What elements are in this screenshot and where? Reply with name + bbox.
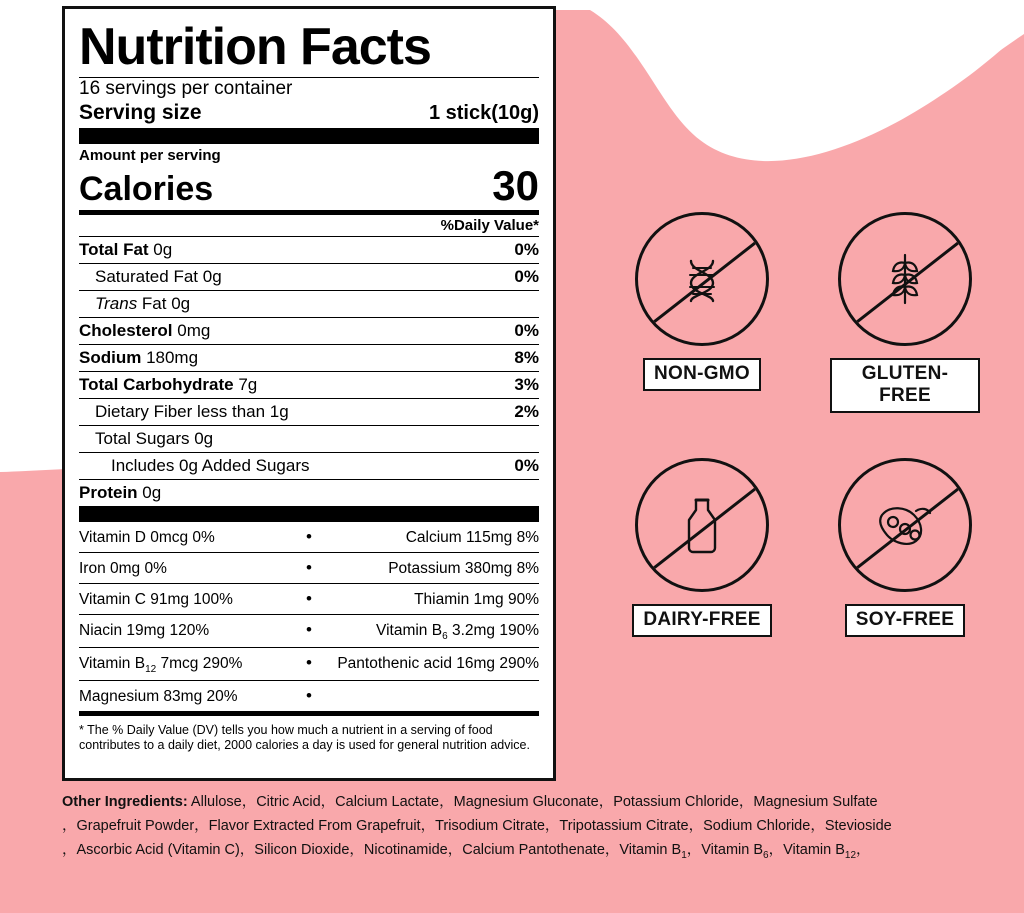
nutrient-daily-value: 0%: [514, 456, 539, 475]
nutrient-name: Saturated Fat 0g: [95, 267, 222, 286]
nutrient-daily-value: 0%: [514, 267, 539, 286]
ingredients-text-3a: ，Ascorbic Acid (Vitamin C)，Silicon Dioxide，Nicotinamide，Calcium Pantothenate，Vitamin B: [62, 842, 682, 858]
nutrient-name: Cholesterol 0mg: [79, 321, 211, 340]
amount-per-serving-label: Amount per serving: [79, 147, 221, 164]
milk-bottle-icon: [638, 461, 766, 589]
badge-dairy-free: [627, 458, 777, 637]
nutrient-row: [79, 398, 539, 425]
daily-value-header: %Daily Value*: [440, 217, 539, 234]
ingredients-line-1: [62, 790, 972, 814]
nutrient-rows: [79, 236, 539, 506]
nutrient-name: Protein 0g: [79, 483, 162, 502]
nutrient-row: [79, 290, 539, 317]
bullet-separator: •: [306, 589, 312, 608]
nutrient-row: [79, 263, 539, 290]
badge-label: DAIRY-FREE: [632, 604, 771, 637]
serving-size-label: Serving size: [79, 101, 202, 124]
vitamin-row: [79, 680, 539, 711]
vitamin-row: [79, 614, 539, 647]
servings-per-container: 16 servings per container: [79, 78, 293, 99]
serving-size-row: [79, 101, 539, 128]
dna-icon: [638, 215, 766, 343]
nutrient-daily-value: 8%: [514, 348, 539, 367]
ingredients-line-2: ，Grapefruit Powder，Flavor Extracted From Grapefruit，Trisodium Citrate，Tripotassium Citrate，Sodium Chloride，Stevioside: [62, 818, 892, 834]
sub-12: 12: [844, 849, 857, 861]
nutrient-row: [79, 479, 539, 506]
vitamin-right: Thiamin 1mg 90%: [414, 591, 539, 608]
vitamin-left: Vitamin $B_{12}$ 7mcg 290%: [79, 655, 243, 676]
soybean-icon: [841, 461, 969, 589]
other-ingredients: [62, 790, 972, 868]
badge-label: GLUTEN-FREE: [830, 358, 980, 413]
badge-circle: [635, 212, 769, 346]
badge-label: SOY-FREE: [845, 604, 965, 637]
vitamin-row: [79, 522, 539, 552]
nutrient-name: Total Carbohydrate 7g: [79, 375, 258, 394]
vitamin-left: Vitamin D 0mcg 0%: [79, 529, 215, 546]
wheat-icon: [841, 215, 969, 343]
badge-circle: [635, 458, 769, 592]
vitamin-right: Vitamin $B_6$ 3.2mg 190%: [376, 622, 539, 643]
vitamin-left: Niacin 19mg 120%: [79, 622, 210, 639]
vitamin-left: Magnesium 83mg 20%: [79, 688, 238, 706]
badge-soy-free: [830, 458, 980, 637]
nutrient-daily-value: 0%: [514, 321, 539, 340]
vitamin-left: Iron 0mg 0%: [79, 560, 167, 577]
nutrient-daily-value: 0%: [514, 240, 539, 259]
nutrient-name: Includes 0g Added Sugars: [111, 456, 310, 475]
nutrient-row: [79, 371, 539, 398]
bullet-separator: •: [306, 527, 312, 546]
nutrient-daily-value: 3%: [514, 375, 539, 394]
vitamin-row: [79, 552, 539, 583]
bullet-separator: •: [306, 620, 312, 639]
bullet-separator: •: [306, 653, 312, 673]
vitamin-row: [79, 583, 539, 614]
vitamin-row: [79, 647, 539, 680]
badge-gluten-free: [830, 212, 980, 413]
calories-value: 30: [492, 162, 539, 209]
nutrition-facts-panel: [62, 6, 556, 781]
vitamin-right: Calcium 115mg 8%: [405, 529, 539, 546]
ingredients-line-3: [62, 838, 972, 868]
vitamin-rows: [79, 522, 539, 711]
sub-6: 6: [763, 849, 769, 861]
nutrient-row: [79, 425, 539, 452]
badge-circle: [838, 458, 972, 592]
sub-1: 1: [681, 849, 687, 861]
ingredients-text-3b: ，Vitamin B: [686, 842, 764, 858]
calories-row: [79, 164, 539, 210]
ingredients-text-3c: ，Vitamin B: [768, 842, 845, 858]
nutrient-row: [79, 236, 539, 263]
vitamin-right: Pantothenic acid 16mg 290%: [337, 655, 539, 673]
divider-thick: [79, 128, 539, 144]
vitamin-right: Potassium 380mg 8%: [388, 560, 539, 577]
badge-label: NON-GMO: [643, 358, 761, 391]
nutrient-row: [79, 317, 539, 344]
nutrient-name: Total Sugars 0g: [95, 429, 214, 448]
vitamin-left: Vitamin C 91mg 100%: [79, 591, 233, 608]
ingredients-text-1: Allulose，Citric Acid，Calcium Lactate，Magnesium Gluconate，Potassium Chloride，Magnesium Sulfate: [190, 794, 878, 810]
ingredients-text-3end: ，: [856, 842, 871, 858]
badge-non-gmo: [627, 212, 777, 391]
serving-size-value: 1 stick(10g): [428, 102, 539, 124]
badge-circle: [838, 212, 972, 346]
bullet-separator: •: [306, 686, 312, 706]
nutrient-name: Dietary Fiber less than 1g: [95, 402, 289, 421]
ingredients-label: Other Ingredients:: [62, 794, 188, 810]
nutrient-daily-value: 2%: [514, 402, 539, 421]
nutrient-name: Total Fat 0g: [79, 240, 173, 259]
nutrient-row: [79, 452, 539, 479]
page-title: Nutrition Facts: [79, 18, 431, 76]
nutrient-name: Sodium 180mg: [79, 348, 199, 367]
nutrient-name: Trans Fat 0g: [95, 294, 191, 313]
calories-label: Calories: [79, 170, 214, 208]
bullet-separator: •: [306, 558, 312, 577]
daily-value-footnote: * The % Daily Value (DV) tells you how much a nutrient in a serving of food contributes to a daily diet, 2000 calories a day is used for general nutrition advice.: [79, 723, 530, 753]
nutrient-row: [79, 344, 539, 371]
divider-thick-2: [79, 506, 539, 522]
